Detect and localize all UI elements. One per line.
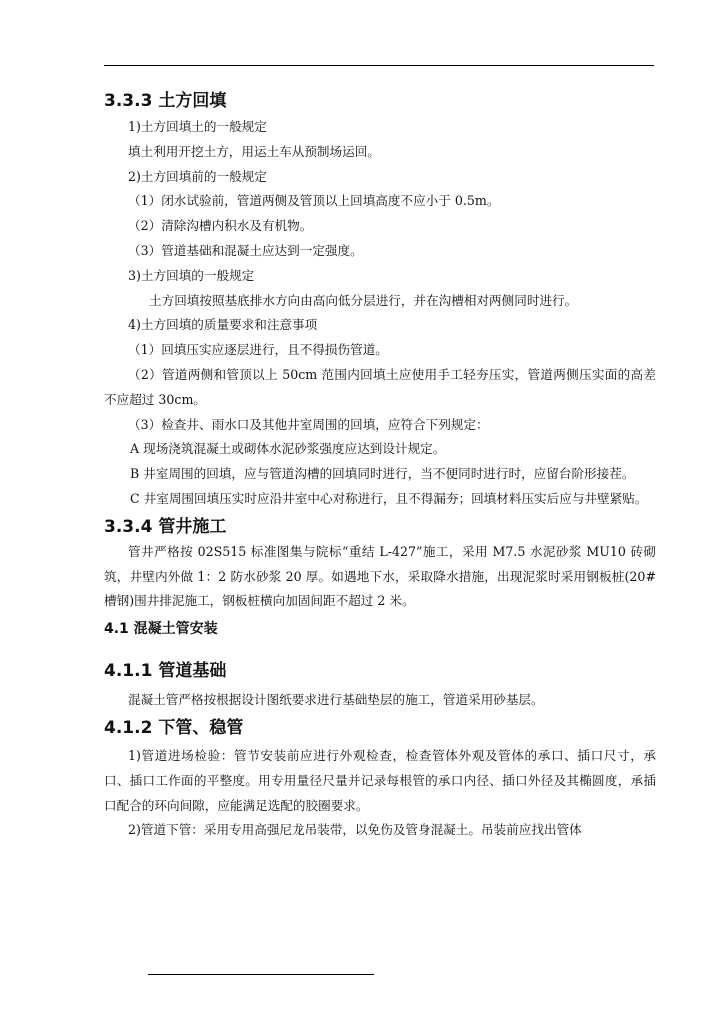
header-rule bbox=[104, 65, 654, 66]
paragraph: 4)土方回填的质量要求和注意事项 bbox=[128, 317, 318, 333]
heading-4-1-1: 4.1.1 管道基础 bbox=[104, 661, 227, 682]
paragraph: 土方回填按照基底排水方向由高向低分层进行，并在沟槽相对两侧同时进行。 bbox=[149, 292, 578, 308]
paragraph: 2)管道下管：采用专用高强尼龙吊装带，以免伤及管身混凝土。吊装前应找出管体 bbox=[128, 822, 582, 838]
heading-3-3-3: 3.3.3 土方回填 bbox=[104, 91, 227, 111]
paragraph: 2)土方回填前的一般规定 bbox=[128, 168, 267, 184]
paragraph: 1)管道进场检验：管节安装前应进行外观检查，检查管体外观及管体的承口、插口尺寸，承口、插口工作面的平整度。用专用量径尺量并记录每根管的承口内径、插口外径及其椭圆度，承插口配合的环向间隙，应能满足选配的胶圈要求。 bbox=[104, 747, 656, 813]
heading-4-1-2: 4.1.2 下管、稳管 bbox=[104, 717, 244, 738]
paragraph: 混凝土管严格按根据设计图纸要求进行基础垫层的施工，管道采用砂基层。 bbox=[128, 692, 544, 708]
document-body bbox=[104, 86, 656, 843]
heading-4-1: 4.1 混凝土管安装 bbox=[104, 621, 218, 638]
paragraph: （3）管道基础和混凝土应达到一定强度。 bbox=[128, 242, 363, 258]
paragraph: （3）检查井、雨水口及其他井室周围的回填，应符合下列规定： bbox=[128, 416, 489, 432]
paragraph: （2）清除沟槽内积水及有机物。 bbox=[128, 218, 313, 234]
paragraph: 1)土方回填土的一般规定 bbox=[128, 119, 267, 134]
paragraph: B 井室周围的回填，应与管道沟槽的回填同时进行，当不便同时进行时，应留台阶形接茬。 bbox=[130, 466, 635, 482]
paragraph: 3)土方回填的一般规定 bbox=[128, 267, 255, 283]
heading-3-3-4: 3.3.4 管井施工 bbox=[104, 516, 227, 537]
paragraph: （1）闭水试验前，管道两侧及管顶以上回填高度不应小于 0.5m。 bbox=[128, 193, 500, 209]
paragraph: A 现场浇筑混凝土或砌体水泥砂浆强度应达到设计规定。 bbox=[130, 441, 446, 457]
paragraph: C 井室周围回填压实时应沿井室中心对称进行，且不得漏夯；回填材料压实后应与井壁紧贴。 bbox=[130, 490, 648, 506]
paragraph: （1）回填压实应逐层进行，且不得损伤管道。 bbox=[128, 342, 388, 358]
paragraph: 填土利用开挖土方，用运土车从预制场运回。 bbox=[128, 143, 380, 159]
paragraph: 管井严格按 02S515 标准图集与院标“重结 L-427”施工，采用 M7.5 水泥砂浆 MU10 砖砌筑，井壁内外做 1：2 防水砂浆 20 厚。如遇地下水，采取降水措施，出现泥浆时采用钢板桩(20#槽钢)围井排泥施工，钢板桩横向加固间距不超过 2 米。 bbox=[104, 543, 656, 609]
footnote-rule bbox=[148, 974, 374, 975]
paragraph: （2）管道两侧和管顶以上 50cm 范围内回填土应使用手工轻夯压实，管道两侧压实面的高差不应超过 30cm。 bbox=[104, 366, 656, 407]
